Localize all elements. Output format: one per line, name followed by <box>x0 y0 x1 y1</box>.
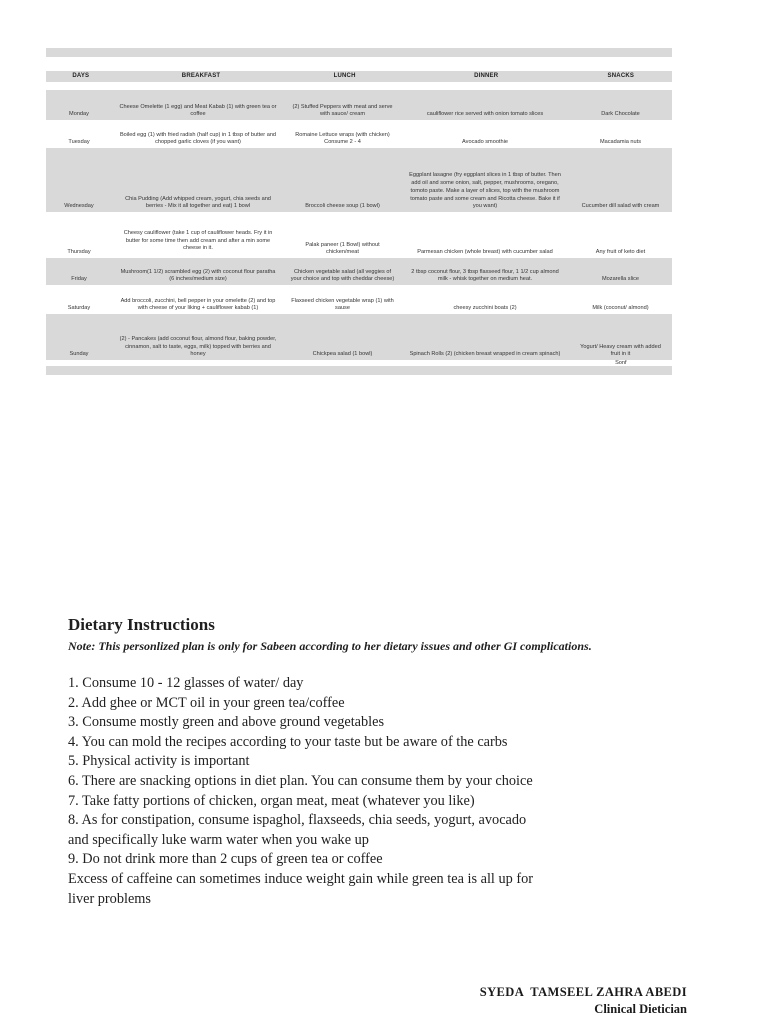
day-cell: Monday <box>69 111 89 118</box>
dinner-cell: Eggplant lasagne (fry eggplant slices in 1 tbsp of butter. Then add oil and some onion, salt, pepper, mushrooms, oregano, tomoto paste. Make a layer of slices, top with the mushroom tomato paste and some cream and Ricotta cheese. Bake it if you want) <box>409 172 561 210</box>
lunch-cell: Romaine Lettuce wraps (with chicken) Consume 2 - 4 <box>295 131 390 146</box>
snack-cell: Dark Chocolate <box>601 111 640 118</box>
table-row <box>46 212 672 258</box>
day-cell: Friday <box>71 276 87 283</box>
day-cell: Tuesday <box>68 139 90 146</box>
dinner-cell: cauliflower rice served with onion tomato slices <box>426 111 544 118</box>
table-row <box>46 120 672 148</box>
breakfast-cell: (2) - Pancakes (add coconut flour, almond flour, baking powder, cinnamon, salt to taste, eggs, milk) topped with berries and honey <box>119 335 277 358</box>
lunch-cell: Palak paneer (1 Bowl) without chicken/meat <box>305 241 380 256</box>
instructions-list <box>68 674 668 909</box>
breakfast-cell: Chia Pudding (Add whipped cream, yogurt, chia seeds and berries - Mix it all together and eat) 1 bowl <box>125 195 271 210</box>
list-item: 8. As for constipation, consume ispaghol, flaxseeds, chia seeds, yogurt, avocado <box>68 812 527 829</box>
day-cell: Thursday <box>67 249 91 256</box>
snack-cell: Sonf <box>615 360 627 366</box>
list-item: 6. There are snacking options in diet plan. You can consume them by your choice <box>68 772 533 789</box>
table-row <box>46 360 672 366</box>
header-breakfast: BREAKFAST <box>181 73 221 80</box>
dietician-name: SYEDA TAMSEEL ZAHRA ABEDI <box>479 985 687 999</box>
table-row <box>46 285 672 314</box>
breakfast-cell: Cheesy cauliflower (take 1 cup of cauliflower heads. Fry it in butter for some time then add cream and after a min some cheese in it. <box>123 229 273 252</box>
table-row <box>46 148 672 212</box>
list-item: 9. Do not drink more than 2 cups of green tea or coffee <box>68 851 383 868</box>
breakfast-cell: Cheese Omelette (1 egg) and Meat Kabab (1) with green tea or coffee <box>119 103 277 118</box>
instructions-note: Note: This personlized plan is only for Sabeen according to her dietary issues and other GI complications. <box>68 639 592 653</box>
dietician-title: Clinical Dietician <box>594 1002 687 1016</box>
breakfast-cell: Boiled egg (1) with fried radish (half cup) in 1 tbsp of butter and chopped garlic cloves (if you want) <box>119 131 277 146</box>
table-spacer <box>46 82 672 90</box>
lunch-cell: Flaxseed chicken vegetable wrap (1) with sause <box>291 297 394 312</box>
dinner-cell: Parmesan chicken (whole breast) with cucumber salad <box>417 249 553 256</box>
dinner-cell: 2 tbsp coconut flour, 3 tbsp flaxseed flour, 1 1/2 cup almond milk - whisk together on medium heat. <box>411 268 559 283</box>
table-row <box>46 90 672 120</box>
dinner-cell: cheesy zucchini boats (2) <box>453 305 517 312</box>
day-cell: Sunday <box>69 351 89 358</box>
dietary-instructions <box>68 614 668 909</box>
table-row <box>46 314 672 360</box>
list-item: 1. Consume 10 - 12 glasses of water/ day <box>68 675 304 691</box>
lunch-cell: Chicken vegetable salad (all veggies of your choice and top with cheddar cheese) <box>290 268 395 283</box>
snack-cell: Any fruit of keto diet <box>595 249 646 256</box>
table-row <box>46 258 672 285</box>
table-spacer <box>46 57 672 71</box>
lunch-cell: Chickpea salad (1 bowl) <box>312 351 373 358</box>
table-bottom-band <box>46 366 672 375</box>
meal-plan-table <box>46 48 672 375</box>
header-lunch: LUNCH <box>333 73 356 80</box>
header-dinner: DINNER <box>474 73 499 80</box>
list-item: 5. Physical activity is important <box>68 753 250 770</box>
snack-cell: Cucumber dill salad with cream <box>581 203 660 210</box>
table-header-row <box>46 71 672 82</box>
dinner-cell: Avocado smoothie <box>462 139 508 146</box>
list-item: 3. Consume mostly green and above ground vegetables <box>68 714 385 731</box>
day-cell: Saturday <box>67 305 91 312</box>
list-item: Excess of caffeine can sometimes induce weight gain while green tea is all up for <box>68 870 534 887</box>
snack-cell: Mozarella slice <box>602 276 639 283</box>
snack-cell: Milk (coconut/ almond) <box>592 305 649 312</box>
list-item: 2. Add ghee or MCT oil in your green tea/coffee <box>68 694 345 711</box>
lunch-cell: Broccoli cheese soup (1 bowl) <box>305 203 380 210</box>
table-top-band <box>46 48 672 57</box>
lunch-cell: (2) Stuffed Peppers with meat and serve with sauce/ cream <box>292 103 393 118</box>
list-item: 7. Take fatty portions of chicken, organ meat, meat (whatever you like) <box>68 792 475 809</box>
snack-cell: Yogurt/ Heavy cream with added fruit in it <box>580 343 661 358</box>
dinner-cell: Spinach Rolls (2) (chicken breast wrapped in cream spinach) <box>409 351 561 358</box>
snack-cell: Macadamia nuts <box>599 139 642 146</box>
instructions-title: Dietary Instructions <box>68 615 215 634</box>
header-days: DAYS <box>72 73 90 80</box>
day-cell: Wednesday <box>64 203 94 210</box>
header-snacks: SNACKS <box>607 73 635 80</box>
breakfast-cell: Mushroom(1 1/2) scrambled egg (2) with coconut flour paratha (6 inches/medium size) <box>120 268 276 283</box>
list-item: and specifically luke warm water when you wake up <box>68 831 369 848</box>
signature-block <box>480 985 687 1018</box>
list-item: 4. You can mold the recipes according to your taste but be aware of the carbs <box>68 733 508 750</box>
list-item: liver problems <box>68 890 151 907</box>
breakfast-cell: Add broccoli, zucchini, bell pepper in your omelette (2) and top with cheese of your liking + cauliflower kabab (1) <box>120 297 276 312</box>
